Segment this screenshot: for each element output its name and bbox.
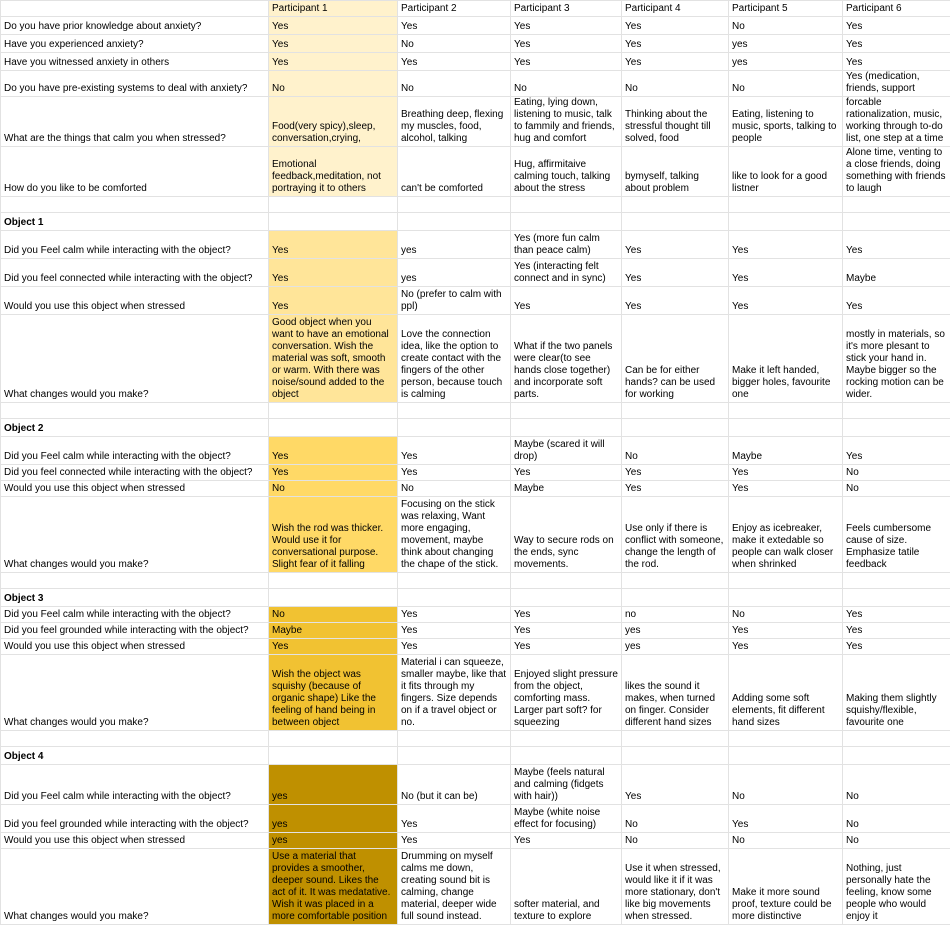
answer-cell-participant-1[interactable]: [269, 403, 398, 419]
answer-cell-participant-1[interactable]: Yes: [269, 35, 398, 53]
answer-cell-participant-5[interactable]: No: [729, 833, 843, 849]
answer-cell-participant-4[interactable]: Yes: [622, 231, 729, 259]
answer-cell-participant-1[interactable]: Wish the rod was thicker. Would use it for conversational purpose. Slight fear of it falling: [269, 497, 398, 573]
question-cell[interactable]: [1, 573, 269, 589]
answer-cell-participant-2[interactable]: Breathing deep, flexing my muscles, food, alcohol, talking: [398, 97, 511, 147]
background-row: [1, 97, 950, 147]
answer-cell-participant-6[interactable]: [843, 197, 950, 213]
answer-cell-participant-5[interactable]: Yes: [729, 259, 843, 287]
answer-cell-participant-4[interactable]: [622, 731, 729, 747]
answer-cell-participant-1[interactable]: [269, 213, 398, 231]
answer-cell-participant-3[interactable]: Maybe (scared it will drop): [511, 437, 622, 465]
answer-cell-participant-1[interactable]: yes: [269, 765, 398, 805]
answer-cell-participant-4[interactable]: Yes: [622, 465, 729, 481]
answer-cell-participant-2[interactable]: yes: [398, 231, 511, 259]
answer-cell-participant-1[interactable]: [269, 573, 398, 589]
question-cell[interactable]: What changes would you make?: [1, 849, 269, 925]
question-cell[interactable]: Do you have pre-existing systems to deal with anxiety?: [1, 71, 269, 97]
answer-cell-participant-2[interactable]: Material i can squeeze, smaller maybe, like that it fits through my fingers. Size depends on if a travel object or no.: [398, 655, 511, 731]
answer-cell-participant-3[interactable]: Yes: [511, 17, 622, 35]
answer-cell-participant-5[interactable]: [729, 197, 843, 213]
answer-cell-participant-3[interactable]: Yes: [511, 287, 622, 315]
answer-cell-participant-1[interactable]: Yes: [269, 53, 398, 71]
answer-cell-participant-2[interactable]: Yes: [398, 623, 511, 639]
answer-cell-participant-4[interactable]: Yes: [622, 481, 729, 497]
answer-cell-participant-5[interactable]: yes: [729, 53, 843, 71]
answer-cell-participant-5[interactable]: No: [729, 17, 843, 35]
answer-cell-participant-6[interactable]: Making them slightly squishy/flexible, favourite one: [843, 655, 950, 731]
background-row: [1, 35, 950, 53]
answer-cell-participant-4[interactable]: Thinking about the stressful thought till solved, food: [622, 97, 729, 147]
question-cell[interactable]: [1, 731, 269, 747]
answer-cell-participant-4[interactable]: no: [622, 607, 729, 623]
answer-cell-participant-3[interactable]: Yes: [511, 833, 622, 849]
header-participant-6[interactable]: Participant 6: [843, 1, 950, 17]
answer-cell-participant-2[interactable]: [398, 213, 511, 231]
answer-cell-participant-5[interactable]: No: [729, 607, 843, 623]
answer-cell-participant-4[interactable]: Yes: [622, 53, 729, 71]
answer-cell-participant-5[interactable]: Yes: [729, 639, 843, 655]
answer-cell-participant-3[interactable]: [511, 573, 622, 589]
spacer-row: [1, 197, 950, 213]
spacer-row: [1, 573, 950, 589]
answer-cell-participant-5[interactable]: [729, 747, 843, 765]
answer-cell-participant-2[interactable]: No (but it can be): [398, 765, 511, 805]
answer-cell-participant-6[interactable]: Yes: [843, 231, 950, 259]
object-title-row: [1, 213, 950, 231]
answer-cell-participant-1[interactable]: Wish the object was squishy (because of organic shape) Like the feeling of hand being in between object: [269, 655, 398, 731]
section-title-cell[interactable]: Object 1: [1, 213, 269, 231]
answer-cell-participant-4[interactable]: [622, 403, 729, 419]
answer-cell-participant-5[interactable]: Eating, listening to music, sports, talking to people: [729, 97, 843, 147]
question-cell[interactable]: What are the things that calm you when stressed?: [1, 97, 269, 147]
answer-cell-participant-4[interactable]: Use it when stressed, would like it if it was more stationary, don't like big movements when stressed.: [622, 849, 729, 925]
answer-cell-participant-1[interactable]: Good object when you want to have an emotional conversation. Wish the material was soft, smooth or warm. With there was noise/sound added to the object: [269, 315, 398, 403]
answer-cell-participant-2[interactable]: Yes: [398, 53, 511, 71]
object-question-row: [1, 849, 950, 925]
answer-cell-participant-3[interactable]: No: [511, 71, 622, 97]
answer-cell-participant-3[interactable]: Hug, affirmitaive calming touch, talking about the stress: [511, 147, 622, 197]
answer-cell-participant-6[interactable]: Yes: [843, 639, 950, 655]
answer-cell-participant-4[interactable]: No: [622, 71, 729, 97]
question-cell[interactable]: Did you feel grounded while interacting with the object?: [1, 805, 269, 833]
answer-cell-participant-6[interactable]: Nothing, just personally hate the feeling, know some people who would enjoy it: [843, 849, 950, 925]
answer-cell-participant-6[interactable]: No: [843, 833, 950, 849]
answer-cell-participant-6[interactable]: [843, 731, 950, 747]
answer-cell-participant-2[interactable]: Yes: [398, 17, 511, 35]
answer-cell-participant-4[interactable]: [622, 213, 729, 231]
header-row: [1, 1, 950, 17]
answer-cell-participant-4[interactable]: No: [622, 805, 729, 833]
answer-cell-participant-2[interactable]: can't be comforted: [398, 147, 511, 197]
answer-cell-participant-4[interactable]: bymyself, talking about problem: [622, 147, 729, 197]
answer-cell-participant-2[interactable]: [398, 731, 511, 747]
question-cell[interactable]: What changes would you make?: [1, 655, 269, 731]
background-row: [1, 71, 950, 97]
question-cell[interactable]: Do you have prior knowledge about anxiety?: [1, 17, 269, 35]
answer-cell-participant-6[interactable]: No: [843, 465, 950, 481]
answer-cell-participant-5[interactable]: [729, 213, 843, 231]
answer-cell-participant-3[interactable]: Yes: [511, 639, 622, 655]
answer-cell-participant-4[interactable]: Can be for either hands? can be used for working: [622, 315, 729, 403]
answer-cell-participant-1[interactable]: Food(very spicy),sleep, conversation,crying,: [269, 97, 398, 147]
answer-cell-participant-5[interactable]: [729, 589, 843, 607]
answer-cell-participant-6[interactable]: Yes: [843, 53, 950, 71]
answer-cell-participant-5[interactable]: [729, 573, 843, 589]
question-cell[interactable]: Did you Feel calm while interacting with the object?: [1, 607, 269, 623]
answer-cell-participant-2[interactable]: [398, 419, 511, 437]
spacer-row: [1, 403, 950, 419]
answer-cell-participant-6[interactable]: [843, 589, 950, 607]
answer-cell-participant-3[interactable]: What if the two panels were clear(to see hands close together) and incorporate soft parts.: [511, 315, 622, 403]
answer-cell-participant-3[interactable]: Maybe: [511, 481, 622, 497]
object-question-row: [1, 287, 950, 315]
answer-cell-participant-1[interactable]: Yes: [269, 17, 398, 35]
answer-cell-participant-2[interactable]: Drumming on myself calms me down, creating sound bit is calming, change material, deeper wide full sound instead.: [398, 849, 511, 925]
question-cell[interactable]: Did you Feel calm while interacting with the object?: [1, 231, 269, 259]
object-title-row: [1, 747, 950, 765]
answer-cell-participant-4[interactable]: [622, 573, 729, 589]
answer-cell-participant-1[interactable]: No: [269, 71, 398, 97]
question-cell[interactable]: [1, 197, 269, 213]
object-question-row: [1, 765, 950, 805]
section-title-cell[interactable]: Object 3: [1, 589, 269, 607]
answer-cell-participant-6[interactable]: [843, 573, 950, 589]
answer-cell-participant-5[interactable]: Make it more sound proof, texture could be more distinctive: [729, 849, 843, 925]
answer-cell-participant-3[interactable]: Maybe (feels natural and calming (fidgets with hair)): [511, 765, 622, 805]
answer-cell-participant-5[interactable]: Yes: [729, 481, 843, 497]
answer-cell-participant-4[interactable]: Yes: [622, 17, 729, 35]
answer-cell-participant-6[interactable]: [843, 747, 950, 765]
answer-cell-participant-3[interactable]: [511, 403, 622, 419]
object-question-row: [1, 833, 950, 849]
answer-cell-participant-1[interactable]: Yes: [269, 437, 398, 465]
answer-cell-participant-6[interactable]: Yes: [843, 287, 950, 315]
header-participant-1[interactable]: Participant 1: [269, 1, 398, 17]
answer-cell-participant-6[interactable]: No: [843, 765, 950, 805]
answer-cell-participant-3[interactable]: Enjoyed slight pressure from the object, comforting mass. Larger part soft? for squeezing: [511, 655, 622, 731]
answer-cell-participant-5[interactable]: Enjoy as icebreaker, make it extedable so people can walk closer when shrinked: [729, 497, 843, 573]
answer-cell-participant-3[interactable]: Yes: [511, 53, 622, 71]
header-corner-cell[interactable]: [1, 1, 269, 17]
answer-cell-participant-4[interactable]: Use only if there is conflict with someone, change the length of the rod.: [622, 497, 729, 573]
answer-cell-participant-4[interactable]: [622, 747, 729, 765]
object-question-row: [1, 315, 950, 403]
object-question-row: [1, 465, 950, 481]
answer-cell-participant-3[interactable]: [511, 747, 622, 765]
answer-cell-participant-2[interactable]: yes: [398, 259, 511, 287]
answer-cell-participant-5[interactable]: like to look for a good listner: [729, 147, 843, 197]
answer-cell-participant-1[interactable]: [269, 747, 398, 765]
object-question-row: [1, 497, 950, 573]
answer-cell-participant-6[interactable]: No: [843, 805, 950, 833]
question-cell[interactable]: Did you Feel calm while interacting with the object?: [1, 765, 269, 805]
answer-cell-participant-5[interactable]: Make it left handed, bigger holes, favourite one: [729, 315, 843, 403]
answer-cell-participant-6[interactable]: Yes: [843, 607, 950, 623]
object-question-row: [1, 623, 950, 639]
answer-cell-participant-1[interactable]: Yes: [269, 259, 398, 287]
object-question-row: [1, 481, 950, 497]
answer-cell-participant-5[interactable]: yes: [729, 35, 843, 53]
answer-cell-participant-6[interactable]: Yes (medication, friends, support: [843, 71, 950, 97]
object-question-row: [1, 805, 950, 833]
answer-cell-participant-3[interactable]: Way to secure rods on the ends, sync movements.: [511, 497, 622, 573]
answer-cell-participant-3[interactable]: Yes: [511, 607, 622, 623]
answer-cell-participant-4[interactable]: Yes: [622, 765, 729, 805]
answer-cell-participant-6[interactable]: [843, 213, 950, 231]
answer-cell-participant-5[interactable]: Yes: [729, 805, 843, 833]
question-cell[interactable]: Did you Feel calm while interacting with the object?: [1, 437, 269, 465]
background-row: [1, 147, 950, 197]
answer-cell-participant-6[interactable]: Yes: [843, 623, 950, 639]
answer-cell-participant-2[interactable]: [398, 573, 511, 589]
object-question-row: [1, 607, 950, 623]
answer-cell-participant-4[interactable]: Yes: [622, 259, 729, 287]
answer-cell-participant-4[interactable]: yes: [622, 639, 729, 655]
answer-cell-participant-2[interactable]: Yes: [398, 805, 511, 833]
question-cell[interactable]: Would you use this object when stressed: [1, 481, 269, 497]
answer-cell-participant-6[interactable]: Alone time, venting to a close friends, doing something with friends to laugh: [843, 147, 950, 197]
question-cell[interactable]: Would you use this object when stressed: [1, 287, 269, 315]
answer-cell-participant-1[interactable]: yes: [269, 833, 398, 849]
answer-cell-participant-4[interactable]: yes: [622, 623, 729, 639]
header-participant-2[interactable]: Participant 2: [398, 1, 511, 17]
answer-cell-participant-6[interactable]: Feels cumbersome cause of size. Emphasize tatile feedback: [843, 497, 950, 573]
answer-cell-participant-5[interactable]: Maybe: [729, 437, 843, 465]
answer-cell-participant-1[interactable]: Yes: [269, 465, 398, 481]
answer-cell-participant-2[interactable]: No: [398, 71, 511, 97]
question-cell[interactable]: What changes would you make?: [1, 497, 269, 573]
answer-cell-participant-1[interactable]: No: [269, 607, 398, 623]
header-participant-3[interactable]: Participant 3: [511, 1, 622, 17]
background-row: [1, 53, 950, 71]
answer-cell-participant-1[interactable]: [269, 197, 398, 213]
answer-cell-participant-3[interactable]: [511, 589, 622, 607]
answer-cell-participant-2[interactable]: [398, 197, 511, 213]
answer-cell-participant-2[interactable]: Yes: [398, 639, 511, 655]
answer-cell-participant-6[interactable]: [843, 403, 950, 419]
question-cell[interactable]: What changes would you make?: [1, 315, 269, 403]
section-title-cell[interactable]: Object 4: [1, 747, 269, 765]
object-question-row: [1, 259, 950, 287]
answer-cell-participant-2[interactable]: No (prefer to calm with ppl): [398, 287, 511, 315]
answer-cell-participant-1[interactable]: [269, 589, 398, 607]
answer-cell-participant-3[interactable]: Yes: [511, 465, 622, 481]
answer-cell-participant-6[interactable]: [843, 419, 950, 437]
answer-cell-participant-3[interactable]: softer material, and texture to explore: [511, 849, 622, 925]
answer-cell-participant-2[interactable]: Love the connection idea, like the option to create contact with the fingers of the other person, because touch is calming: [398, 315, 511, 403]
answer-cell-participant-1[interactable]: [269, 419, 398, 437]
answer-cell-participant-5[interactable]: [729, 731, 843, 747]
question-cell[interactable]: Did you feel grounded while interacting with the object?: [1, 623, 269, 639]
question-cell[interactable]: Would you use this object when stressed: [1, 639, 269, 655]
answer-cell-participant-6[interactable]: Maybe: [843, 259, 950, 287]
answer-cell-participant-5[interactable]: Yes: [729, 287, 843, 315]
answer-cell-participant-2[interactable]: Focusing on the stick was relaxing, Want more engaging, movement, maybe think about changing the chape of the stick.: [398, 497, 511, 573]
answer-cell-participant-3[interactable]: [511, 213, 622, 231]
question-cell[interactable]: Have you witnessed anxiety in others: [1, 53, 269, 71]
object-question-row: [1, 437, 950, 465]
section-title-cell[interactable]: Object 2: [1, 419, 269, 437]
answer-cell-participant-2[interactable]: Yes: [398, 833, 511, 849]
answer-cell-participant-5[interactable]: No: [729, 765, 843, 805]
answer-cell-participant-5[interactable]: [729, 403, 843, 419]
question-cell[interactable]: [1, 403, 269, 419]
header-participant-5[interactable]: Participant 5: [729, 1, 843, 17]
answer-cell-participant-6[interactable]: No: [843, 481, 950, 497]
answer-cell-participant-2[interactable]: No: [398, 35, 511, 53]
answer-cell-participant-5[interactable]: No: [729, 71, 843, 97]
answer-cell-participant-6[interactable]: mostly in materials, so it's more plesant to stick your hand in. Maybe bigger so the rocking motion can be wider.: [843, 315, 950, 403]
answer-cell-participant-4[interactable]: Yes: [622, 287, 729, 315]
answer-cell-participant-1[interactable]: Yes: [269, 639, 398, 655]
answer-cell-participant-3[interactable]: Yes (more fun calm than peace calm): [511, 231, 622, 259]
answer-cell-participant-1[interactable]: No: [269, 481, 398, 497]
question-cell[interactable]: Would you use this object when stressed: [1, 833, 269, 849]
header-participant-4[interactable]: Participant 4: [622, 1, 729, 17]
answer-cell-participant-4[interactable]: likes the sound it makes, when turned on finger. Consider different hand sizes: [622, 655, 729, 731]
answer-cell-participant-3[interactable]: Yes: [511, 623, 622, 639]
answer-cell-participant-1[interactable]: [269, 731, 398, 747]
answer-cell-participant-1[interactable]: Yes: [269, 231, 398, 259]
answer-cell-participant-5[interactable]: Adding some soft elements, fit different hand sizes: [729, 655, 843, 731]
answer-cell-participant-2[interactable]: [398, 747, 511, 765]
answer-cell-participant-5[interactable]: Yes: [729, 231, 843, 259]
answer-cell-participant-2[interactable]: Yes: [398, 607, 511, 623]
question-cell[interactable]: Have you experienced anxiety?: [1, 35, 269, 53]
answer-cell-participant-3[interactable]: [511, 197, 622, 213]
answer-cell-participant-4[interactable]: [622, 419, 729, 437]
answer-cell-participant-2[interactable]: No: [398, 481, 511, 497]
object-question-row: [1, 639, 950, 655]
question-cell[interactable]: Did you feel connected while interacting with the object?: [1, 259, 269, 287]
question-cell[interactable]: Did you feel connected while interacting with the object?: [1, 465, 269, 481]
answer-cell-participant-4[interactable]: Yes: [622, 35, 729, 53]
answer-cell-participant-1[interactable]: Use a material that provides a smoother, deeper sound. Likes the act of it. It was medatative. Wish it was placed in a more comfortable position: [269, 849, 398, 925]
answer-cell-participant-6[interactable]: forcable rationalization, music, working through to-do list, one step at a time: [843, 97, 950, 147]
answer-cell-participant-2[interactable]: Yes: [398, 437, 511, 465]
answer-cell-participant-6[interactable]: Yes: [843, 35, 950, 53]
answer-cell-participant-4[interactable]: [622, 197, 729, 213]
answer-cell-participant-2[interactable]: Yes: [398, 465, 511, 481]
answer-cell-participant-5[interactable]: Yes: [729, 465, 843, 481]
answer-cell-participant-4[interactable]: [622, 589, 729, 607]
object-question-row: [1, 655, 950, 731]
question-cell[interactable]: How do you like to be comforted: [1, 147, 269, 197]
object-title-row: [1, 419, 950, 437]
object-title-row: [1, 589, 950, 607]
answer-cell-participant-6[interactable]: Yes: [843, 17, 950, 35]
answer-cell-participant-1[interactable]: Yes: [269, 287, 398, 315]
answer-cell-participant-4[interactable]: No: [622, 833, 729, 849]
answer-cell-participant-2[interactable]: [398, 589, 511, 607]
answer-cell-participant-1[interactable]: Maybe: [269, 623, 398, 639]
answer-cell-participant-6[interactable]: Yes: [843, 437, 950, 465]
answer-cell-participant-3[interactable]: Maybe (white noise effect for focusing): [511, 805, 622, 833]
answer-cell-participant-3[interactable]: Yes (interacting felt connect and in sync): [511, 259, 622, 287]
spacer-row: [1, 731, 950, 747]
answer-cell-participant-3[interactable]: Eating, lying down, listening to music, talk to fammily and friends, hug and comfort: [511, 97, 622, 147]
answer-cell-participant-4[interactable]: No: [622, 437, 729, 465]
answer-cell-participant-5[interactable]: [729, 419, 843, 437]
answer-cell-participant-3[interactable]: Yes: [511, 35, 622, 53]
object-question-row: [1, 231, 950, 259]
answer-cell-participant-3[interactable]: [511, 419, 622, 437]
answer-cell-participant-2[interactable]: [398, 403, 511, 419]
answer-cell-participant-1[interactable]: yes: [269, 805, 398, 833]
answer-cell-participant-5[interactable]: Yes: [729, 623, 843, 639]
answer-cell-participant-3[interactable]: [511, 731, 622, 747]
answer-cell-participant-1[interactable]: Emotional feedback,meditation, not portraying it to others: [269, 147, 398, 197]
background-row: [1, 17, 950, 35]
